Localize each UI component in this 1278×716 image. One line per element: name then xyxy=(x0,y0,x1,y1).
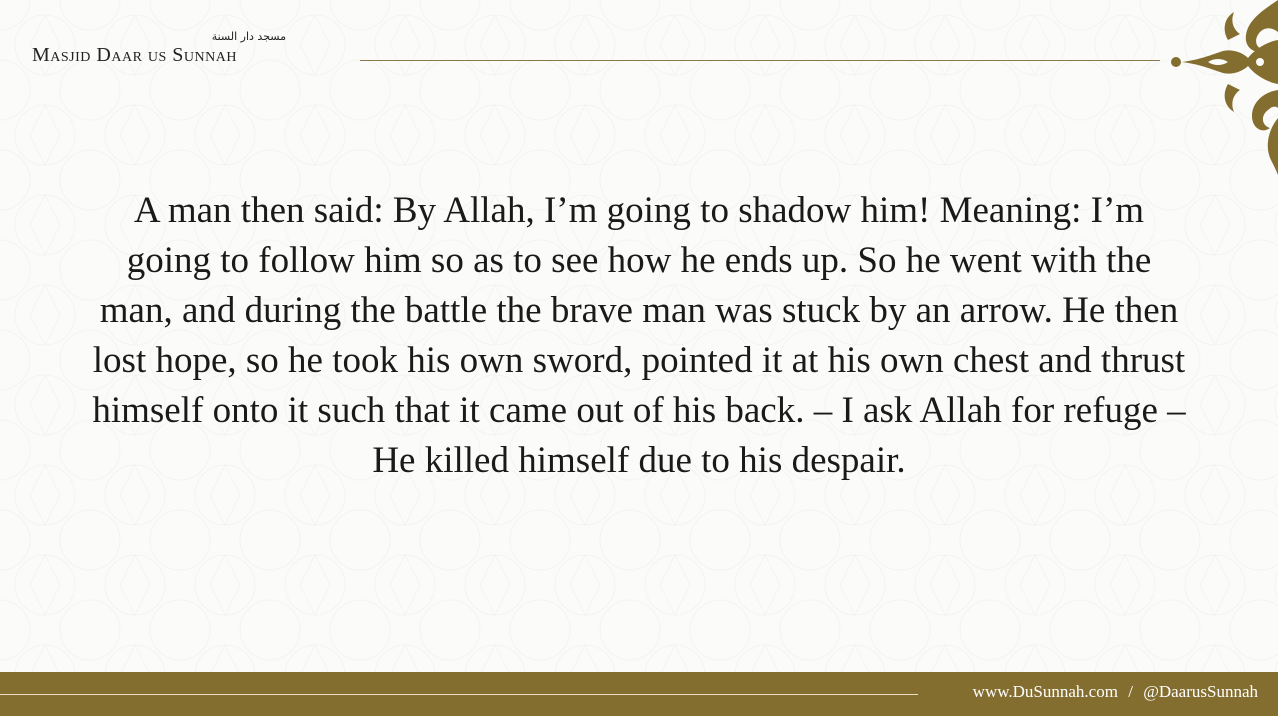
logo-org-name: Masjid Daar us Sunnah xyxy=(32,44,237,66)
footer-social-handle[interactable]: @DaarusSunnah xyxy=(1143,682,1258,701)
footer-bar xyxy=(0,672,1278,716)
logo-arabic-text: مسجد دار السنة xyxy=(211,30,286,43)
arabesque-flourish-icon xyxy=(1168,0,1278,175)
masjid-logo xyxy=(32,30,290,66)
footer-website-link[interactable]: www.DuSunnah.com xyxy=(972,682,1118,701)
slide-body-text: A man then said: By Allah, I’m going to shadow him! Meaning: I’m going to follow him so as to see how he ends up. So he went with the man, and during the battle the brave man was stuck by an arrow. He then lost hope, so he took his own sword, pointed it at his own chest and thrust himself onto it such that it came out of his back. – I ask Allah for refuge – He killed himself due to his despair. xyxy=(92,190,1186,481)
header-divider xyxy=(360,60,1160,61)
footer-separator: / xyxy=(1128,682,1133,701)
footer-contact xyxy=(973,682,1258,702)
footer-divider xyxy=(0,694,918,695)
